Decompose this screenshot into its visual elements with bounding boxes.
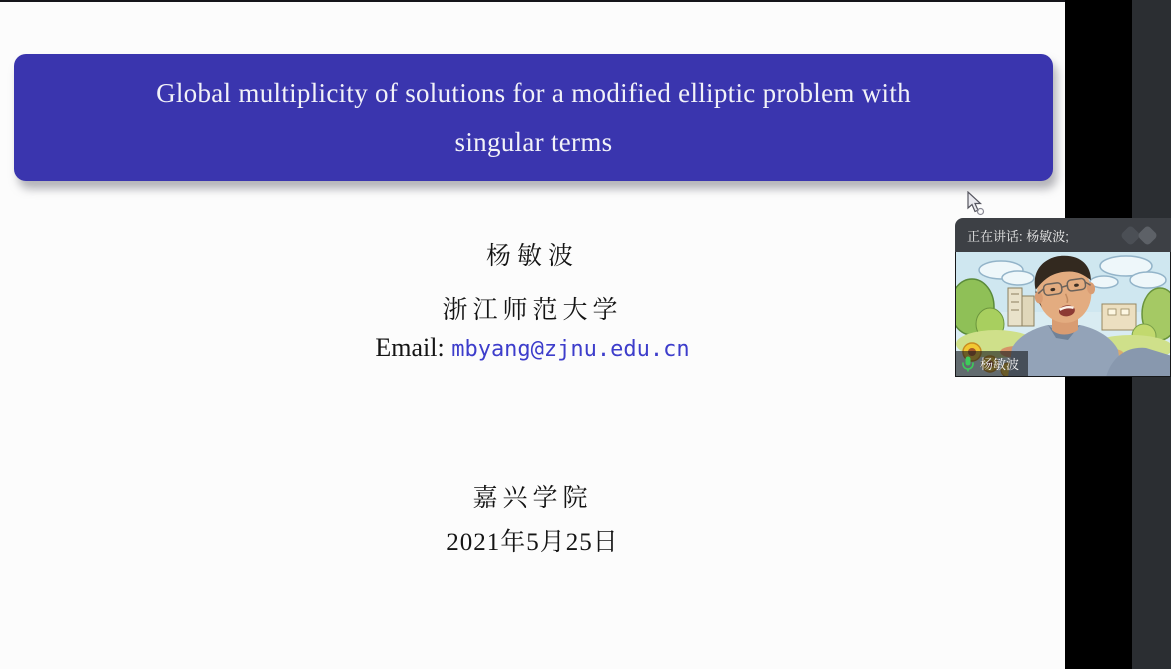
participant-name-label: 杨敏波 xyxy=(980,357,1020,372)
email-address: mbyang@zjnu.edu.cn xyxy=(451,337,690,362)
speaking-status-bar xyxy=(955,218,1171,252)
slide-title-banner xyxy=(14,54,1053,181)
email-label: Email: xyxy=(375,333,445,362)
slide-date: 2021年5月25日 xyxy=(446,529,619,556)
mouse-cursor-icon xyxy=(967,191,989,219)
participant-name-tag xyxy=(956,351,1028,376)
slide-venue: 嘉兴学院 xyxy=(472,485,593,512)
microphone-icon xyxy=(961,356,975,372)
slide-author: 杨敏波 xyxy=(485,243,579,270)
speaker-video-feed[interactable] xyxy=(955,252,1171,377)
slide-affiliation: 浙江师范大学 xyxy=(442,297,623,324)
slide-title-line-1: Global multiplicity of solutions for a modified elliptic problem with xyxy=(156,77,911,108)
slide-title-line-2: singular terms xyxy=(454,126,613,157)
slide-email-line xyxy=(0,333,1065,363)
meeting-logo-icon xyxy=(1119,224,1163,248)
speaking-status-text: 正在讲话: 杨敏波; xyxy=(967,228,1069,244)
speaker-video-panel[interactable] xyxy=(955,218,1171,377)
